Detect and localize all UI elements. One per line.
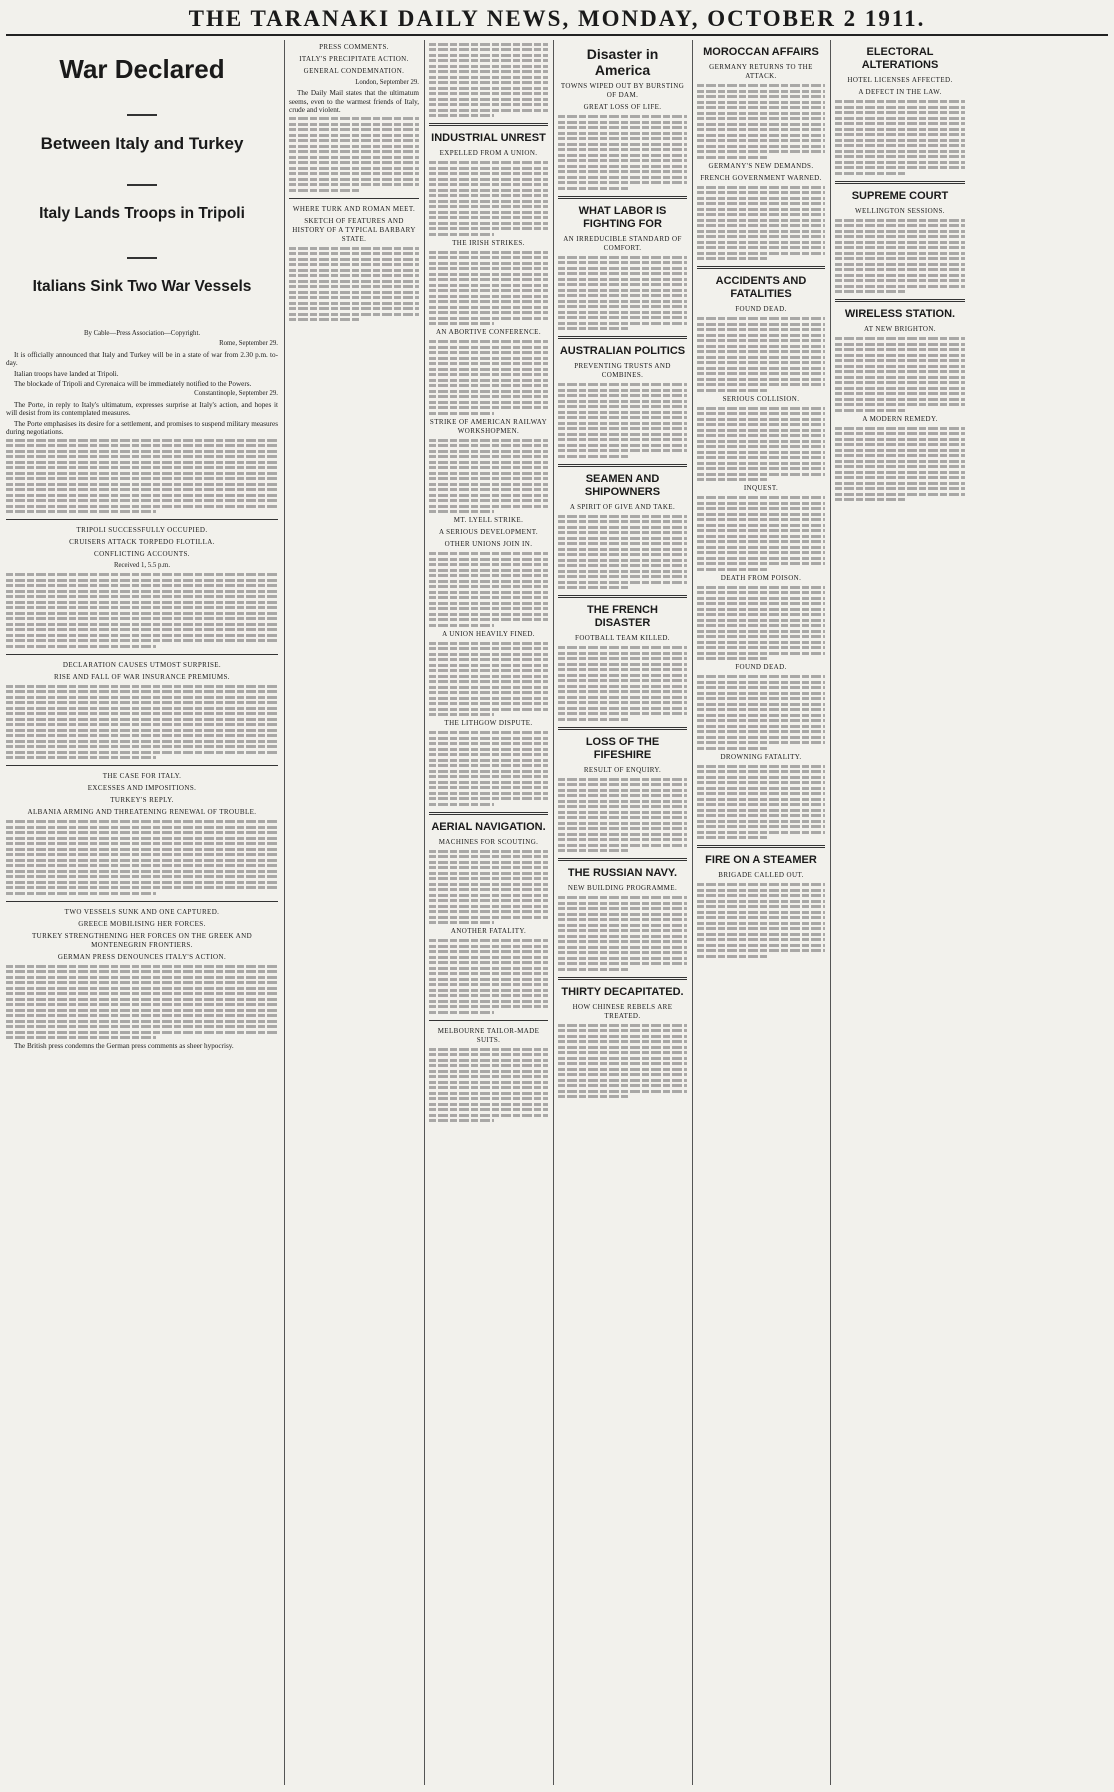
- article-body-text: [697, 407, 825, 482]
- article-body-text: [697, 84, 825, 159]
- article-paragraph: The Porte, in reply to Italy's ultimatum, expresses surprise at Italy's action, and hopes it will desist from its contemplated measures.: [6, 400, 278, 418]
- section-heading: GREAT LOSS OF LIFE.: [583, 103, 662, 111]
- section-heading: MT. LYELL STRIKE.: [453, 516, 524, 524]
- section-heading: INDUSTRIAL UNREST: [431, 132, 546, 144]
- article-body-text: [558, 778, 687, 853]
- section-heading: BRIGADE CALLED OUT.: [718, 871, 804, 879]
- dateline: London, September 29.: [355, 79, 419, 86]
- article-body-text: [558, 383, 687, 458]
- section-heading: GERMANY'S NEW DEMANDS.: [708, 161, 814, 170]
- article-body-text: [429, 642, 548, 717]
- column-divider: [692, 40, 693, 1785]
- masthead: THE TARANAKI DAILY NEWS, MONDAY, OCTOBER 2 1911.: [188, 6, 926, 31]
- section-heading: MOROCCAN AFFAIRS: [703, 46, 819, 58]
- article-body-text: [6, 965, 278, 1040]
- article-body-text: [429, 43, 548, 118]
- article-body-text: [6, 439, 278, 514]
- section-heading: A SPIRIT OF GIVE AND TAKE.: [569, 502, 676, 511]
- section-heading: ITALY'S PRECIPITATE ACTION.: [299, 55, 409, 63]
- column-industrial: [429, 40, 548, 1785]
- section-heading: NEW BUILDING PROGRAMME.: [567, 884, 678, 892]
- article-body-text: [697, 186, 825, 261]
- section-heading: RISE AND FALL OF WAR INSURANCE PREMIUMS.: [54, 672, 230, 681]
- section-heading: AT NEW BRIGHTON.: [864, 325, 936, 333]
- section-heading: GREECE MOBILISING HER FORCES.: [78, 919, 206, 928]
- section-heading: THE CASE FOR ITALY.: [102, 772, 182, 781]
- article-body-text: [558, 515, 687, 590]
- byline: By Cable—Press Association—Copyright.: [83, 330, 201, 337]
- article-paragraph: The Porte emphasises its desire for a settlement, and promises to suspend military measures during negotiations.: [6, 419, 278, 437]
- article-paragraph: The British press condemns the German press comments as sheer hypocrisy.: [14, 1041, 234, 1050]
- article-body-text: [558, 256, 687, 331]
- article-body-text: [429, 552, 548, 627]
- section-heading: DECLARATION CAUSES UTMOST SURPRISE.: [62, 660, 222, 669]
- section-heading: GENERAL CONDEMNATION.: [303, 67, 405, 75]
- column-moroccan-accidents: [697, 40, 825, 1785]
- section-heading: PREVENTING TRUSTS AND COMBINES.: [574, 362, 671, 379]
- section-heading: OTHER UNIONS JOIN IN.: [444, 540, 533, 548]
- section-heading: TRIPOLI SUCCESSFULLY OCCUPIED.: [76, 526, 208, 535]
- article-body-text: [289, 117, 419, 192]
- column-divider: [553, 40, 554, 1785]
- article-body-text: [558, 1024, 687, 1099]
- section-heading: ANOTHER FATALITY.: [450, 927, 527, 935]
- article-body-text: [697, 765, 825, 840]
- section-heading: FOUND DEAD.: [735, 305, 787, 313]
- article-body-text: [429, 939, 548, 1014]
- article-body-text: [429, 340, 548, 415]
- section-heading: FIRE ON A STEAMER: [705, 854, 817, 866]
- section-heading: FOOTBALL TEAM KILLED.: [575, 634, 670, 642]
- column-war-news: [6, 40, 278, 1785]
- column-divider: [284, 40, 285, 1785]
- headline-war-declared: War Declared: [59, 54, 225, 84]
- section-heading: SKETCH OF FEATURES AND HISTORY OF A TYPICAL BARBARY STATE.: [292, 216, 416, 243]
- article-body-text: [429, 1048, 548, 1123]
- section-heading: FRENCH GOVERNMENT WARNED.: [700, 173, 822, 182]
- section-heading: EXPELLED FROM A UNION.: [439, 149, 538, 157]
- column-divider: [830, 40, 831, 1785]
- divider: [127, 184, 157, 186]
- article-body-text: [558, 115, 687, 190]
- section-heading: TOWNS WIPED OUT BY BURSTING OF DAM.: [560, 82, 685, 99]
- dateline: Constantinople, September 29.: [194, 390, 278, 398]
- section-heading: MACHINES FOR SCOUTING.: [438, 837, 539, 846]
- article-paragraph: The Daily Mail states that the ultimatum seems, even to the warmest friends of Italy, crude and violent.: [289, 89, 419, 115]
- article-body-text: [697, 675, 825, 750]
- section-heading: THE LITHGOW DISPUTE.: [444, 719, 533, 727]
- section-heading: AN ABORTIVE CONFERENCE.: [435, 328, 542, 336]
- article-body-text: [429, 251, 548, 326]
- article-body-text: [697, 883, 825, 958]
- column-divider: [424, 40, 425, 1785]
- section-heading: LOSS OF THE FIFESHIRE: [585, 735, 660, 761]
- article-body-text: [6, 820, 278, 895]
- section-heading: ALBANIA ARMING AND THREATENING RENEWAL OF TROUBLE.: [27, 808, 257, 817]
- section-heading: A SERIOUS DEVELOPMENT.: [438, 528, 539, 536]
- divider: [127, 257, 157, 259]
- section-heading: AERIAL NAVIGATION.: [431, 820, 546, 833]
- section-heading: EXCESSES AND IMPOSITIONS.: [87, 784, 197, 793]
- section-heading: THIRTY DECAPITATED.: [561, 985, 684, 998]
- article-body-text: [6, 685, 278, 760]
- received-line: Received 1, 5.5 p.m.: [113, 562, 171, 570]
- article-paragraph: It is officially announced that Italy and Turkey will be in a state of war from 2.30 p.m. to-day.: [6, 350, 278, 368]
- section-heading: THE IRISH STRIKES.: [452, 238, 525, 247]
- section-heading: CRUISERS ATTACK TORPEDO FLOTILLA.: [69, 538, 215, 547]
- section-heading: ACCIDENTS AND FATALITIES: [715, 275, 807, 300]
- article-body-text: [697, 317, 825, 392]
- article-body-text: [6, 573, 278, 648]
- section-heading: FOUND DEAD.: [735, 663, 787, 671]
- section-heading: TURKEY'S REPLY.: [110, 796, 174, 805]
- article-body-text: [558, 896, 687, 971]
- section-heading: HOW CHINESE REBELS ARE TREATED.: [572, 1002, 673, 1020]
- article-body-text: [289, 247, 419, 322]
- section-heading: STRIKE OF AMERICAN RAILWAY WORKSHOPMEN.: [429, 417, 548, 435]
- article-body-text: [429, 439, 548, 514]
- section-heading: INQUEST.: [743, 484, 779, 492]
- section-heading: HOTEL LICENSES AFFECTED.: [847, 76, 953, 84]
- section-heading: SERIOUS COLLISION.: [722, 394, 800, 403]
- article-paragraph: The blockade of Tripoli and Cyrenaica will be immediately notified to the Powers.: [14, 380, 252, 389]
- headline-troops-tripoli: Italy Lands Troops in Tripoli: [39, 205, 245, 222]
- section-heading: SEAMEN AND SHIPOWNERS: [584, 472, 661, 498]
- column-electoral: [835, 40, 1107, 1785]
- section-heading: RESULT OF ENQUIRY.: [583, 765, 662, 774]
- article-body-text: [429, 161, 548, 236]
- section-heading: THE RUSSIAN NAVY.: [567, 867, 678, 879]
- section-heading: PRESS COMMENTS.: [319, 43, 389, 51]
- article-body-text: [429, 731, 548, 806]
- section-heading: AN IRREDUCIBLE STANDARD OF COMFORT.: [563, 234, 682, 252]
- section-heading: WHERE TURK AND ROMAN MEET.: [292, 204, 416, 213]
- masthead-rule: [6, 34, 1108, 36]
- article-body-text: [429, 850, 548, 925]
- section-heading: ELECTORAL ALTERATIONS: [861, 46, 939, 71]
- headline-between-italy-turkey: Between Italy and Turkey: [40, 134, 244, 153]
- section-heading: WELLINGTON SESSIONS.: [855, 206, 945, 215]
- section-heading: A UNION HEAVILY FINED.: [442, 629, 535, 638]
- article-body-text: [835, 219, 965, 294]
- section-heading: A MODERN REMEDY.: [862, 414, 938, 423]
- article-body-text: [835, 427, 965, 502]
- section-heading: WIRELESS STATION.: [844, 308, 956, 320]
- section-heading: TURKEY STRENGTHENING HER FORCES ON THE GREEK AND MONTENEGRIN FRONTIERS.: [31, 931, 253, 949]
- headline-war-vessels: Italians Sink Two War Vessels: [32, 278, 252, 295]
- article-body-text: [697, 496, 825, 571]
- section-heading: AUSTRALIAN POLITICS: [559, 345, 686, 357]
- section-heading: MELBOURNE TAILOR-MADE SUITS.: [437, 1026, 540, 1044]
- column-press-comments: [289, 40, 419, 1785]
- divider: [127, 114, 157, 116]
- article-body-text: [558, 646, 687, 721]
- section-heading: A DEFECT IN THE LAW.: [858, 88, 942, 96]
- section-heading: THE FRENCH DISASTER: [587, 604, 658, 629]
- article-paragraph: Italian troops have landed at Tripoli.: [14, 369, 119, 378]
- article-body-text: [835, 100, 965, 175]
- section-heading: DEATH FROM POISON.: [720, 573, 802, 582]
- column-disaster: [558, 40, 687, 1785]
- section-heading: DROWNING FATALITY.: [720, 752, 802, 761]
- section-heading: WHAT LABOR IS FIGHTING FOR: [578, 204, 667, 230]
- dateline: Rome, September 29.: [219, 340, 278, 348]
- section-heading: GERMAN PRESS DENOUNCES ITALY'S ACTION.: [57, 952, 227, 961]
- section-heading: CONFLICTING ACCOUNTS.: [94, 550, 190, 559]
- article-body-text: [835, 337, 965, 412]
- article-body-text: [697, 586, 825, 661]
- section-heading: GERMANY RETURNS TO THE ATTACK.: [709, 63, 813, 80]
- section-heading: TWO VESSELS SUNK AND ONE CAPTURED.: [64, 907, 220, 916]
- section-heading: SUPREME COURT: [851, 189, 949, 202]
- section-heading: Disaster in America: [586, 46, 659, 78]
